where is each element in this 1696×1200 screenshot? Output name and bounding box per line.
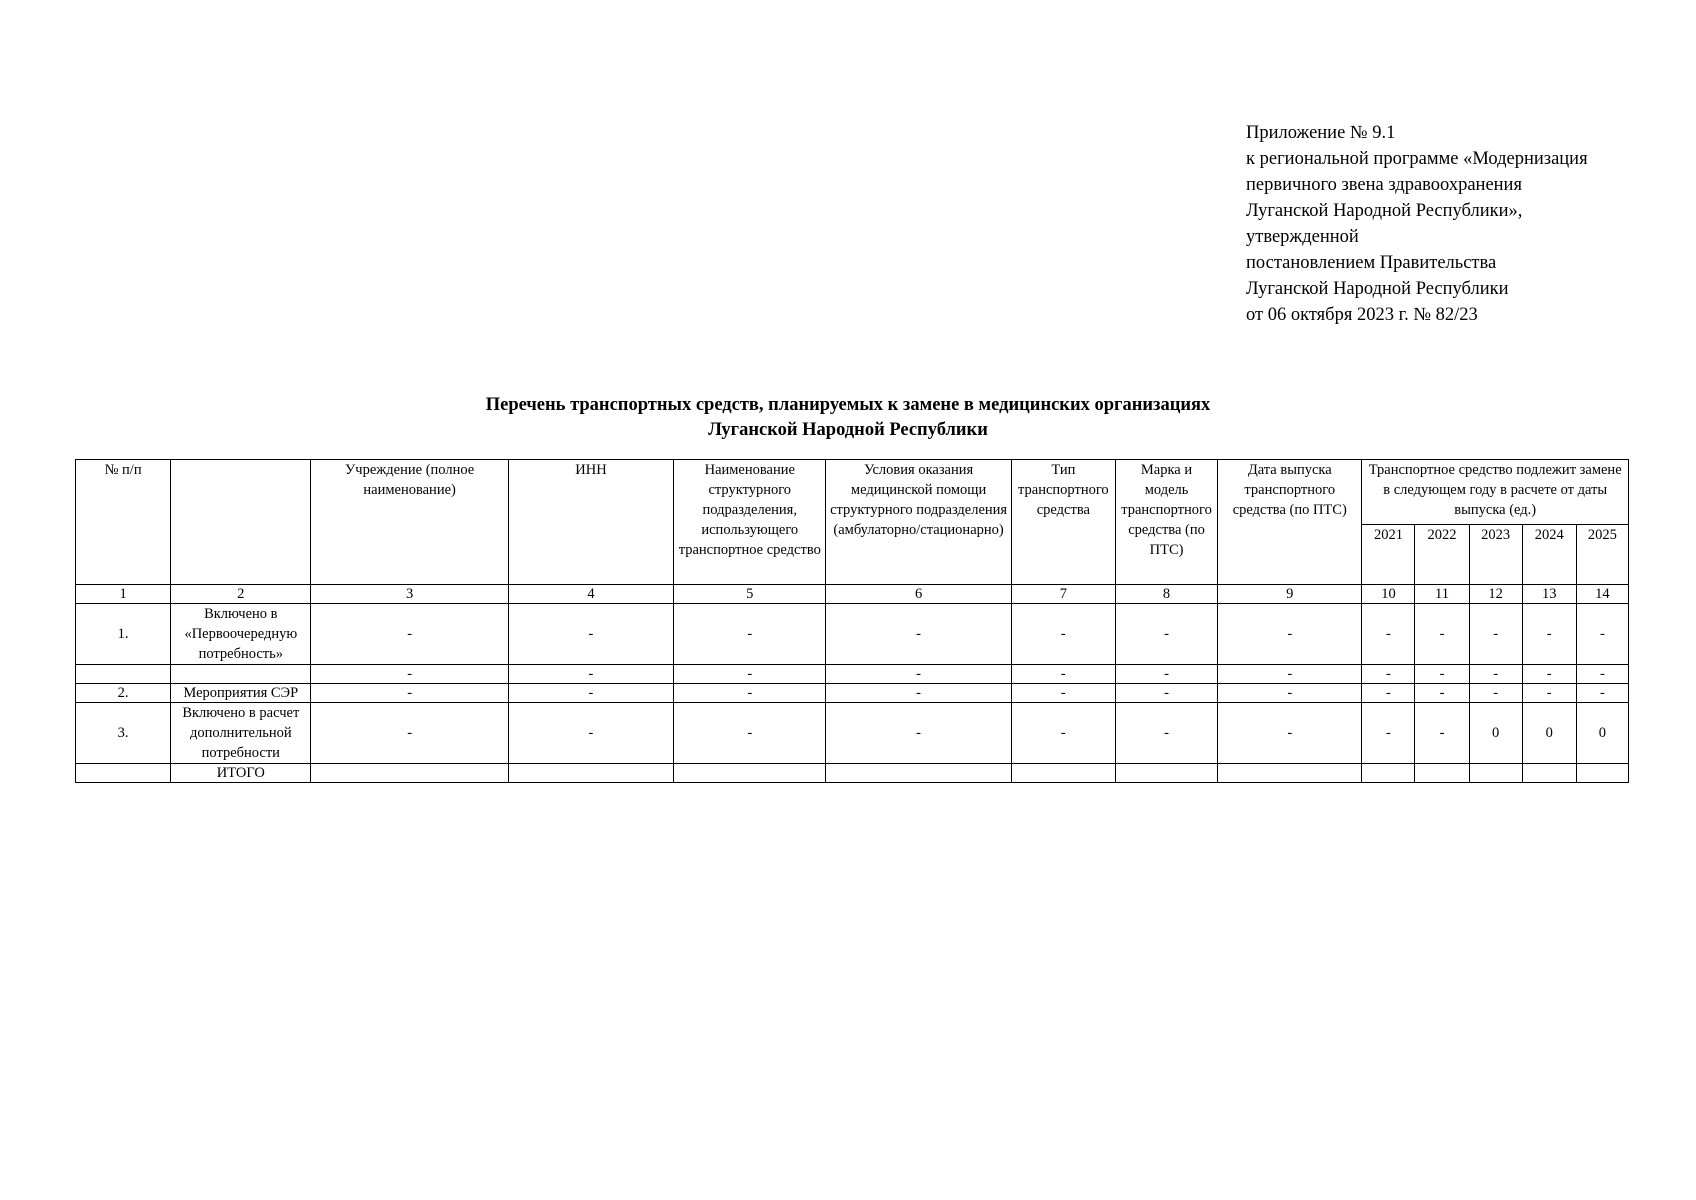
table-cell: Включено в «Первоочередную потребность» <box>171 604 311 665</box>
column-number: 8 <box>1115 585 1217 604</box>
table-cell: - <box>1218 703 1362 764</box>
column-number: 3 <box>311 585 508 604</box>
header-vehicle-type: Тип транспортного средства <box>1011 460 1115 585</box>
title-line-2: Луганской Народной Республики <box>708 420 988 440</box>
appendix-line: Приложение № 9.1 <box>1246 123 1396 143</box>
header-year: 2024 <box>1522 525 1576 585</box>
table-cell: 3. <box>76 703 171 764</box>
appendix-line: от 06 октября 2023 г. № 82/23 <box>1246 305 1478 325</box>
table-row <box>76 684 1629 703</box>
table-cell: - <box>1115 665 1217 684</box>
table-cell <box>826 764 1011 783</box>
total-label: ИТОГО <box>171 764 311 783</box>
table-cell: - <box>311 665 508 684</box>
table-row <box>76 604 1629 665</box>
header-year: 2025 <box>1576 525 1628 585</box>
table-cell <box>1115 764 1217 783</box>
table-cell: - <box>1362 604 1415 665</box>
table-cell: - <box>1011 665 1115 684</box>
table-cell: - <box>1469 665 1522 684</box>
table-cell: - <box>1011 684 1115 703</box>
column-number: 7 <box>1011 585 1115 604</box>
column-number: 9 <box>1218 585 1362 604</box>
header-care-conditions: Условия оказания медицинской помощи структурного подразделения (амбулаторно/стационарно) <box>826 460 1011 585</box>
table-cell <box>674 764 826 783</box>
table-cell: - <box>674 684 826 703</box>
table-cell: - <box>311 684 508 703</box>
table-cell: - <box>1415 604 1469 665</box>
table-cell <box>1415 764 1469 783</box>
table-cell: - <box>1522 604 1576 665</box>
table-cell: - <box>1362 703 1415 764</box>
document-title <box>0 393 1696 443</box>
table-cell: - <box>674 703 826 764</box>
table-cell: - <box>508 703 673 764</box>
table-cell: - <box>1415 684 1469 703</box>
title-line-1: Перечень транспортных средств, планируемых к замене в медицинских организациях <box>485 395 1211 415</box>
table-cell: - <box>1415 665 1469 684</box>
appendix-line: Луганской Народной Республики <box>1246 279 1509 299</box>
table-cell: Мероприятия СЭР <box>171 684 311 703</box>
column-number: 12 <box>1469 585 1522 604</box>
table-row <box>76 665 1629 684</box>
appendix-line: Луганской Народной Республики», <box>1246 201 1523 221</box>
table-cell <box>1011 764 1115 783</box>
table-cell: - <box>1115 604 1217 665</box>
appendix-line: утвержденной <box>1246 227 1359 247</box>
table-cell: - <box>1469 684 1522 703</box>
table-cell: - <box>1576 604 1628 665</box>
table-cell: - <box>1576 665 1628 684</box>
table-cell <box>76 764 171 783</box>
column-number: 10 <box>1362 585 1415 604</box>
table-cell: - <box>826 665 1011 684</box>
column-number: 6 <box>826 585 1011 604</box>
column-number: 14 <box>1576 585 1628 604</box>
table-cell <box>1218 764 1362 783</box>
table-cell: 0 <box>1576 703 1628 764</box>
table-cell: - <box>1362 684 1415 703</box>
table-cell <box>1362 764 1415 783</box>
column-number: 11 <box>1415 585 1469 604</box>
table-cell: - <box>826 684 1011 703</box>
header-inn: ИНН <box>508 460 673 585</box>
table-cell: - <box>1218 604 1362 665</box>
header-release-date: Дата выпуска транспортного средства (по ПТС) <box>1218 460 1362 585</box>
table-cell: - <box>1522 684 1576 703</box>
table-cell: - <box>1576 684 1628 703</box>
appendix-line: к региональной программе «Модернизация <box>1246 149 1588 169</box>
table-cell: 2. <box>76 684 171 703</box>
table-cell: - <box>311 703 508 764</box>
header-year: 2021 <box>1362 525 1415 585</box>
table-cell: Включено в расчет дополнительной потребности <box>171 703 311 764</box>
total-row <box>76 764 1629 783</box>
table-cell: - <box>1011 703 1115 764</box>
table-cell: - <box>1362 665 1415 684</box>
table-row <box>76 703 1629 764</box>
table-cell <box>171 665 311 684</box>
table-cell: 1. <box>76 604 171 665</box>
table-cell <box>1576 764 1628 783</box>
table-cell: - <box>508 684 673 703</box>
table-cell: - <box>508 665 673 684</box>
appendix-note <box>1246 120 1666 328</box>
appendix-line: первичного звена здравоохранения <box>1246 175 1522 195</box>
table-cell: - <box>1218 665 1362 684</box>
column-number: 4 <box>508 585 673 604</box>
table-cell: - <box>826 604 1011 665</box>
column-number: 1 <box>76 585 171 604</box>
table-cell: - <box>1522 665 1576 684</box>
table-cell: - <box>1115 684 1217 703</box>
appendix-line: постановлением Правительства <box>1246 253 1497 273</box>
header-year: 2023 <box>1469 525 1522 585</box>
table-cell: - <box>674 604 826 665</box>
header-subdivision: Наименование структурного подразделения, использующего транспортное средство <box>674 460 826 585</box>
table-cell: - <box>1469 604 1522 665</box>
header-institution: Учреждение (полное наименование) <box>311 460 508 585</box>
column-number-row <box>76 585 1629 604</box>
table-cell: - <box>1415 703 1469 764</box>
header-replacement-group: Транспортное средство подлежит замене в следующем году в расчете от даты выпуска (ед.) <box>1362 460 1629 525</box>
table-cell: - <box>311 604 508 665</box>
table-cell: 0 <box>1522 703 1576 764</box>
table-cell: - <box>1115 703 1217 764</box>
header-make-model: Марка и модель транспортного средства (по ПТС) <box>1115 460 1217 585</box>
header-year: 2022 <box>1415 525 1469 585</box>
column-number: 13 <box>1522 585 1576 604</box>
table-cell: - <box>826 703 1011 764</box>
vehicle-replacement-table <box>75 459 1629 783</box>
table-cell: 0 <box>1469 703 1522 764</box>
table-cell <box>508 764 673 783</box>
table-cell <box>311 764 508 783</box>
column-number: 2 <box>171 585 311 604</box>
column-number: 5 <box>674 585 826 604</box>
table-cell: - <box>1218 684 1362 703</box>
header-category <box>171 460 311 585</box>
header-number: № п/п <box>76 460 171 585</box>
table-cell: - <box>1011 604 1115 665</box>
table-cell: - <box>674 665 826 684</box>
table-cell <box>76 665 171 684</box>
table-cell <box>1522 764 1576 783</box>
table-cell: - <box>508 604 673 665</box>
table-cell <box>1469 764 1522 783</box>
